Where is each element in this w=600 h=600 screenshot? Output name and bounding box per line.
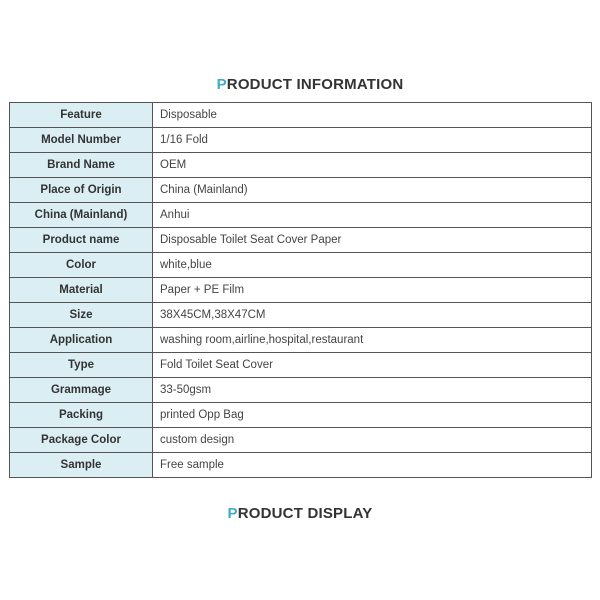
- row-label: Place of Origin: [10, 178, 153, 203]
- product-information-table: [9, 102, 592, 478]
- table-row: [10, 253, 592, 278]
- row-value: Disposable: [153, 103, 592, 128]
- row-label: Application: [10, 328, 153, 353]
- row-value: Anhui: [153, 203, 592, 228]
- row-value: Free sample: [153, 453, 592, 478]
- row-label: Feature: [10, 103, 153, 128]
- row-value: custom design: [153, 428, 592, 453]
- table-row: [10, 328, 592, 353]
- row-label: China (Mainland): [10, 203, 153, 228]
- table-row: [10, 153, 592, 178]
- table-row: [10, 428, 592, 453]
- row-value: Disposable Toilet Seat Cover Paper: [153, 228, 592, 253]
- title-text: RODUCT DISPLAY: [237, 505, 373, 522]
- table-row: [10, 453, 592, 478]
- row-label: Sample: [10, 453, 153, 478]
- row-label: Color: [10, 253, 153, 278]
- table-row: [10, 103, 592, 128]
- row-value: washing room,airline,hospital,restaurant: [153, 328, 592, 353]
- row-label: Grammage: [10, 378, 153, 403]
- table-row: [10, 203, 592, 228]
- title-text: RODUCT INFORMATION: [226, 76, 404, 93]
- row-label: Size: [10, 303, 153, 328]
- table-row: [10, 178, 592, 203]
- title-accent-letter: P: [227, 505, 238, 522]
- table-row: [10, 128, 592, 153]
- row-value: printed Opp Bag: [153, 403, 592, 428]
- product-information-title: [0, 76, 600, 93]
- row-value: 33-50gsm: [153, 378, 592, 403]
- table-row: [10, 278, 592, 303]
- row-value: Paper + PE Film: [153, 278, 592, 303]
- product-display-title: [0, 505, 600, 522]
- row-value: China (Mainland): [153, 178, 592, 203]
- row-label: Model Number: [10, 128, 153, 153]
- table-row: [10, 403, 592, 428]
- table-row: [10, 378, 592, 403]
- row-value: 38X45CM,38X47CM: [153, 303, 592, 328]
- row-value: Fold Toilet Seat Cover: [153, 353, 592, 378]
- row-value: white,blue: [153, 253, 592, 278]
- row-label: Packing: [10, 403, 153, 428]
- table-row: [10, 228, 592, 253]
- row-label: Material: [10, 278, 153, 303]
- table-row: [10, 353, 592, 378]
- row-label: Product name: [10, 228, 153, 253]
- row-label: Package Color: [10, 428, 153, 453]
- row-label: Brand Name: [10, 153, 153, 178]
- row-value: OEM: [153, 153, 592, 178]
- table-row: [10, 303, 592, 328]
- title-accent-letter: P: [216, 76, 227, 93]
- row-label: Type: [10, 353, 153, 378]
- row-value: 1/16 Fold: [153, 128, 592, 153]
